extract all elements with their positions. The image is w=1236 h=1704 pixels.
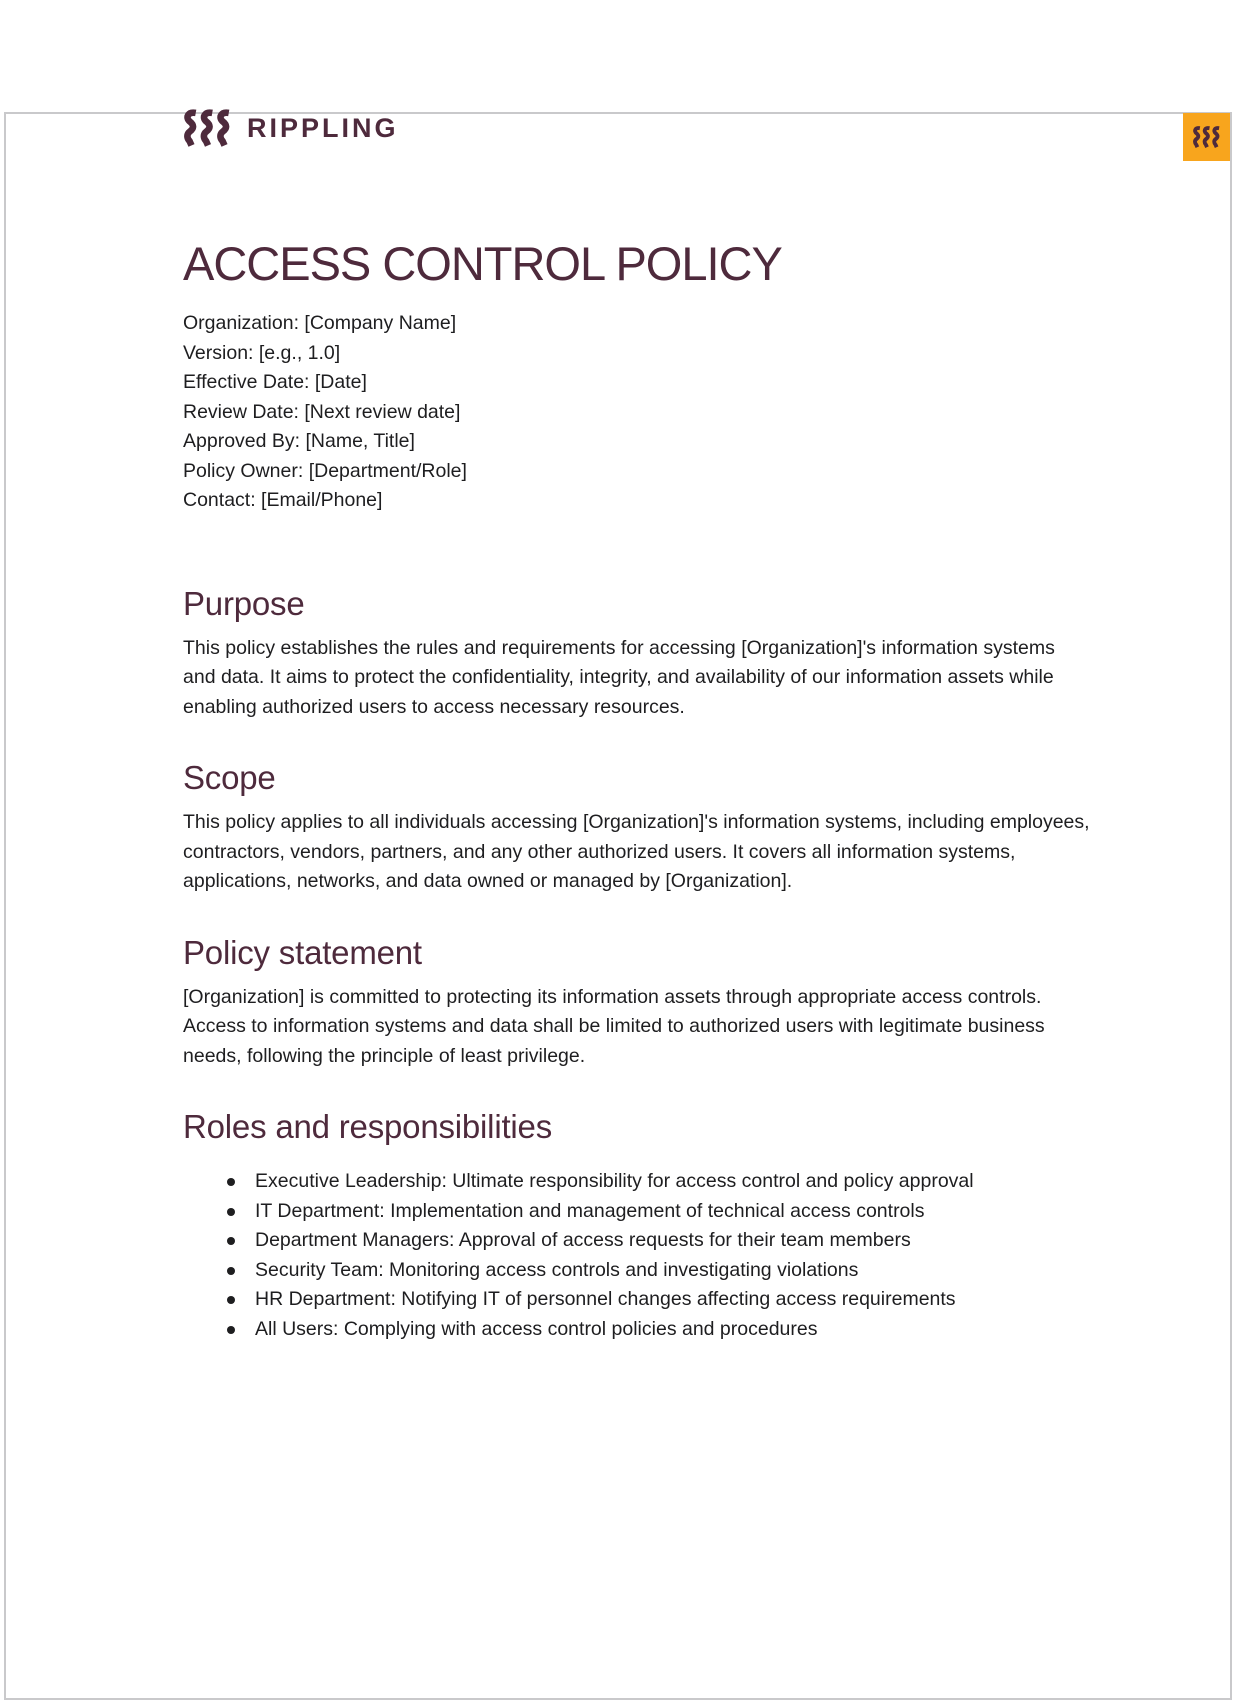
section-body-purpose: This policy establishes the rules and requirements for accessing [Organization]'s information systems and data. It aims to protect the confidentiality, integrity, and availability of our information assets while enabling authorized users to access necessary resources. bbox=[183, 636, 1055, 718]
list-item bbox=[183, 1256, 1090, 1286]
section-policy-statement bbox=[183, 933, 1090, 1072]
section-heading-scope: Scope bbox=[183, 759, 276, 796]
list-item bbox=[183, 1226, 1090, 1256]
rippling-logo bbox=[183, 108, 1090, 148]
list-item-text: HR Department: Notifying IT of personnel changes affecting access requirements bbox=[255, 1288, 956, 1310]
section-body-policy-statement: [Organization] is committed to protecting its information assets through appropriate access controls. Access to information systems and data shall be limited to authorized users with legitimate business needs, following the principle of least privilege. bbox=[183, 985, 1045, 1067]
bullet-icon bbox=[227, 1208, 235, 1216]
section-scope bbox=[183, 758, 1090, 897]
meta-approved-by: Approved By: [Name, Title] bbox=[183, 430, 415, 452]
list-item-text: Department Managers: Approval of access requests for their team members bbox=[255, 1229, 911, 1251]
list-item-text: Security Team: Monitoring access controls and investigating violations bbox=[255, 1258, 859, 1281]
bullet-icon bbox=[227, 1178, 235, 1186]
list-item bbox=[183, 1315, 1090, 1345]
list-item-text: Executive Leadership: Ultimate responsibility for access control and policy approval bbox=[255, 1170, 974, 1192]
section-heading-roles: Roles and responsibilities bbox=[183, 1108, 552, 1145]
meta-review-date: Review Date: [Next review date] bbox=[183, 400, 461, 423]
list-item bbox=[183, 1285, 1090, 1315]
document-title: ACCESS CONTROL POLICY bbox=[183, 237, 782, 290]
list-item bbox=[183, 1167, 1090, 1197]
list-item-text: All Users: Complying with access control policies and procedures bbox=[255, 1317, 818, 1340]
list-item-text: IT Department: Implementation and management of technical access controls bbox=[255, 1199, 925, 1222]
section-heading-policy-statement: Policy statement bbox=[183, 933, 422, 971]
meta-organization: Organization: [Company Name] bbox=[183, 312, 457, 334]
roles-list bbox=[183, 1167, 1090, 1344]
bullet-icon bbox=[227, 1296, 235, 1304]
bullet-icon bbox=[227, 1326, 235, 1334]
section-body-scope: This policy applies to all individuals accessing [Organization]'s information systems, including employees, contractors, vendors, partners, and any other authorized users. It covers all information systems, applications, networks, and data owned or managed by [Organization]. bbox=[183, 811, 1090, 892]
list-item bbox=[183, 1197, 1090, 1227]
meta-contact: Contact: [Email/Phone] bbox=[183, 489, 383, 511]
section-heading-purpose: Purpose bbox=[183, 584, 305, 622]
bullet-icon bbox=[227, 1267, 235, 1275]
document-meta bbox=[183, 309, 1090, 516]
meta-version: Version: [e.g., 1.0] bbox=[183, 341, 341, 364]
meta-policy-owner: Policy Owner: [Department/Role] bbox=[183, 459, 467, 482]
meta-effective-date: Effective Date: [Date] bbox=[183, 371, 367, 393]
rippling-wordmark: RIPPLING bbox=[247, 112, 399, 143]
section-purpose bbox=[183, 584, 1090, 723]
policy-document bbox=[0, 108, 1236, 1344]
bullet-icon bbox=[227, 1237, 235, 1245]
section-roles-responsibilities bbox=[183, 1107, 1090, 1344]
rippling-waves-icon bbox=[183, 109, 233, 147]
